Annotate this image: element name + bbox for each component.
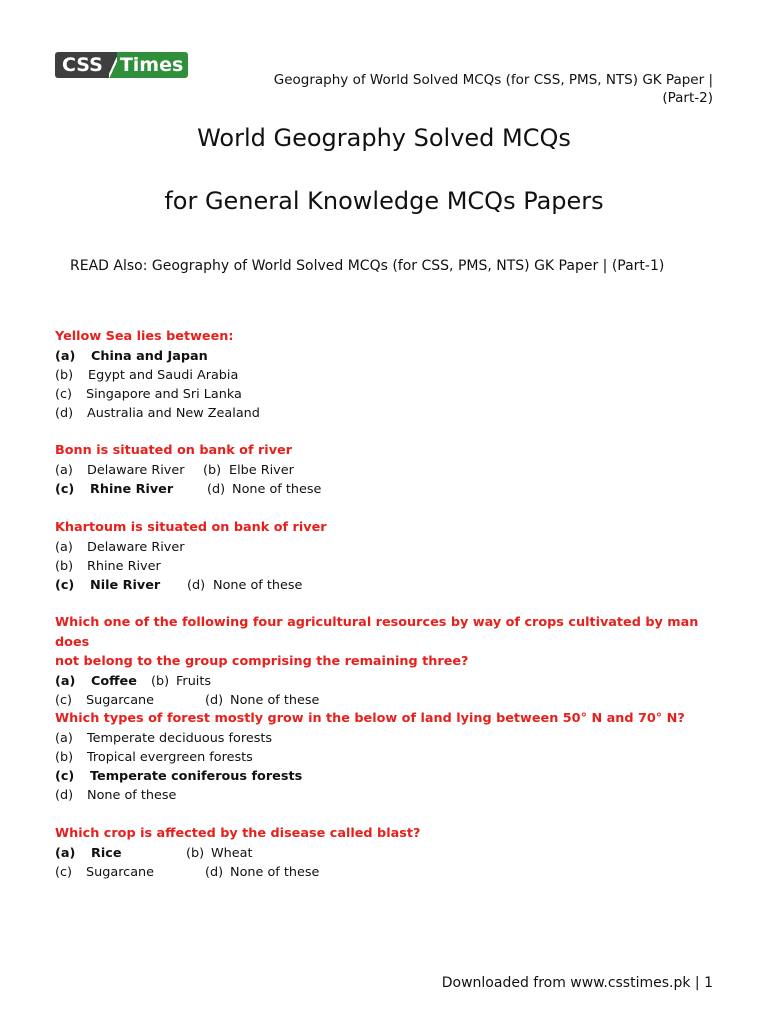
option-row: (a) Rice (b) Wheat <box>55 845 253 861</box>
header-title-line2: (Part-2) <box>662 90 713 106</box>
question-text: Yellow Sea lies between: <box>55 329 234 344</box>
logo-slash <box>109 52 117 78</box>
question-4 <box>55 613 725 710</box>
option-row: (c) Sugarcane (d) None of these <box>55 692 320 708</box>
option-c: (c) Singapore and Sri Lanka <box>55 386 242 402</box>
question-text: Bonn is situated on bank of river <box>55 443 293 458</box>
document-subtitle: for General Knowledge MCQs Papers <box>164 187 604 215</box>
question-text: Which one of the following four agricultural resources by way of crops cultivated by man does not belong to the group comprising the remaining three? <box>55 615 699 669</box>
option-d: (d) Australia and New Zealand <box>55 405 260 421</box>
header-title <box>233 71 713 107</box>
read-also-link[interactable]: READ Also: Geography of World Solved MCQs (for CSS, PMS, NTS) GK Paper | (Part-1) <box>70 258 665 274</box>
question-3 <box>55 518 725 595</box>
question-text: Which crop is affected by the disease called blast? <box>55 826 421 841</box>
option-b: (b) Rhine River <box>55 558 161 574</box>
option-d: (d) None of these <box>55 787 177 803</box>
option-row: (c) Sugarcane (d) None of these <box>55 864 320 880</box>
question-2 <box>55 441 725 499</box>
question-6 <box>55 824 725 882</box>
option-a: (a) China and Japan <box>55 348 208 364</box>
header-title-line1: Geography of World Solved MCQs (for CSS, PMS, NTS) GK Paper | <box>273 72 713 88</box>
page-footer: Downloaded from www.csstimes.pk | 1 <box>441 975 713 991</box>
question-5 <box>55 709 725 805</box>
question-text: Which types of forest mostly grow in the below of land lying between 50° N and 70° N? <box>55 711 685 726</box>
option-row: (a) Coffee (b) Fruits <box>55 673 212 689</box>
logo-times-text: Times <box>117 52 188 78</box>
option-c: (c) Temperate coniferous forests <box>55 768 303 784</box>
option-a: (a) Temperate deciduous forests <box>55 730 273 746</box>
question-1 <box>55 327 725 423</box>
option-a: (a) Delaware River <box>55 539 185 555</box>
option-row: (a) Delaware River (b) Elbe River <box>55 462 294 478</box>
logo-css-text: CSS <box>55 52 109 78</box>
csstimes-logo <box>55 52 188 78</box>
option-b: (b) Egypt and Saudi Arabia <box>55 367 239 383</box>
question-text: Khartoum is situated on bank of river <box>55 520 327 535</box>
option-row: (c) Nile River (d) None of these <box>55 577 303 593</box>
document-title: World Geography Solved MCQs <box>197 124 571 152</box>
option-b: (b) Tropical evergreen forests <box>55 749 253 765</box>
option-row: (c) Rhine River (d) None of these <box>55 481 322 497</box>
